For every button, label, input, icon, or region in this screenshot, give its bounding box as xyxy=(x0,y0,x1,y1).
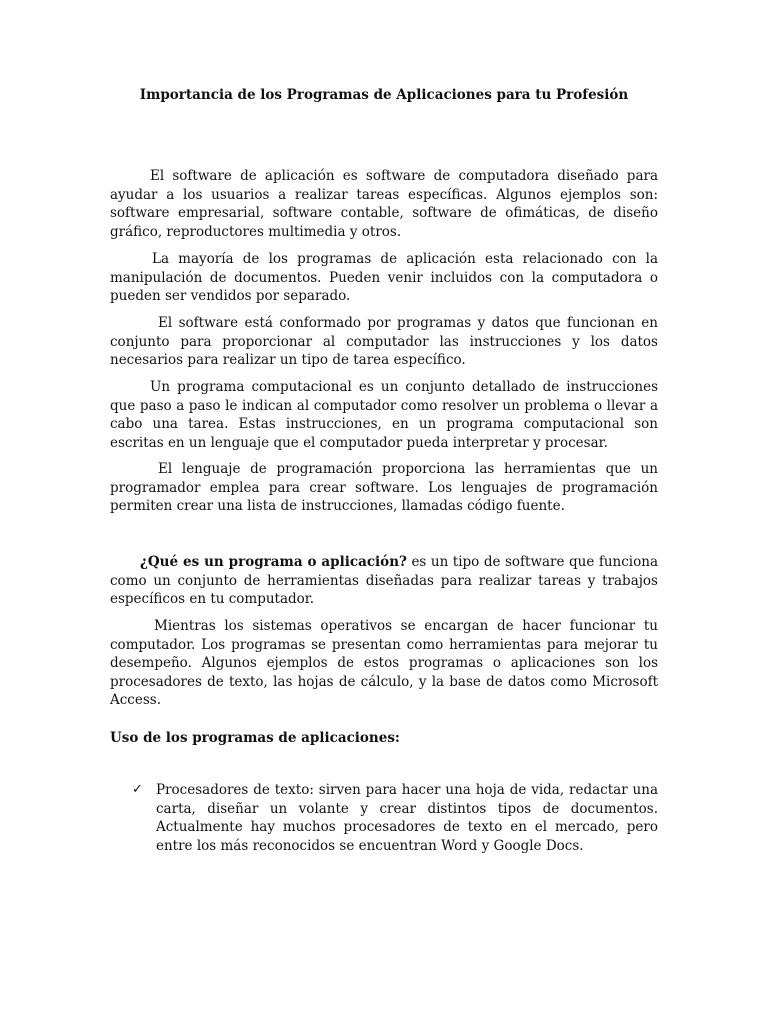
paragraph-que-es-programa xyxy=(110,553,658,609)
paragraph-programa-computacional: Un programa computacional es un conjunto detallado de instrucciones que paso a paso le indican al computador como resolver un problema o llevar a cabo una tarea. Estas instrucciones, en un programa computacional son escritas en un lenguaje que el computador pueda interpretar y procesar. xyxy=(110,379,658,451)
checkmark-icon: ✓ xyxy=(132,782,143,797)
paragraph-software-aplicacion: El software de aplicación es software de computadora diseñado para ayudar a los usuarios a realizar tareas específicas. Algunos ejemplos son: software empresarial, software contable, software de ofimáticas, de diseño gráfico, reproductores multimedia y otros. xyxy=(110,168,658,240)
paragraph-lenguaje-programacion: El lenguaje de programación proporciona las herramientas que un programador emplea para crear software. Los lenguajes de programación permiten crear una lista de instrucciones, llamadas código fuente. xyxy=(110,461,658,514)
paragraph-software-conformado: El software está conformado por programas y datos que funcionan en conjunto para proporcionar al computador las instrucciones y los datos necesarios para realizar un tipo de tarea específico. xyxy=(110,315,658,368)
document-page xyxy=(110,0,658,1024)
section-heading-uso: Uso de los programas de aplicaciones: xyxy=(110,730,400,746)
bullet-text: Procesadores de texto: sirven para hacer una hoja de vida, redactar una carta, diseñar un volante y crear distintos tipos de documentos. Actualmente hay muchos procesadores de texto en el mercado, pero entre los más reconocidos se encuentran Word y Google Docs. xyxy=(156,782,658,854)
question-lead: ¿Qué es un programa o aplicación? xyxy=(140,554,407,570)
document-title: Importancia de los Programas de Aplicaciones para tu Profesión xyxy=(139,87,629,103)
question-rest: es un tipo de software que funciona como un conjunto de herramientas diseñadas para realizar tareas y trabajos específicos en tu computador. xyxy=(110,554,658,607)
paragraph-manipulacion-documentos: La mayoría de los programas de aplicación esta relacionado con la manipulación de documentos. Pueden venir incluidos con la computadora o pueden ser vendidos por separado. xyxy=(110,251,658,304)
paragraph-sistemas-operativos: Mientras los sistemas operativos se encargan de hacer funcionar tu computador. Los programas se presentan como herramientas para mejorar tu desempeño. Algunos ejemplos de estos programas o aplicaciones son los procesadores de texto, las hojas de cálculo, y la base de datos como Microsoft Access. xyxy=(110,618,658,708)
